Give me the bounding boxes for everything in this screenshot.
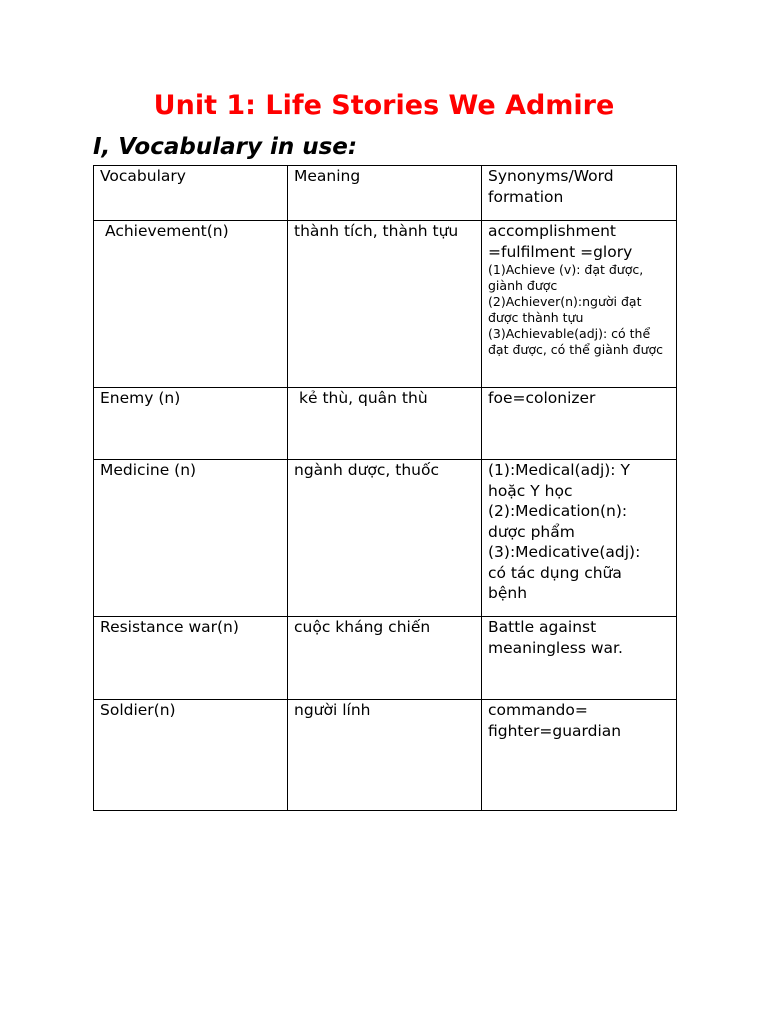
synonyms-text: (3):Medicative(adj): xyxy=(488,543,641,561)
meaning-text: kẻ thù, quân thù xyxy=(299,389,428,407)
meaning-cell xyxy=(288,221,482,388)
page-title: Unit 1: Life Stories We Admire xyxy=(153,90,615,121)
synonyms-text: (1):Medical(adj): Y xyxy=(488,461,630,479)
header-meaning: Meaning xyxy=(294,167,361,185)
meaning-text: người lính xyxy=(294,701,371,719)
meaning-cell xyxy=(288,617,482,700)
word-formation-text: (3)Achievable(adj): có thể xyxy=(488,326,651,341)
synonyms-text: meaningless war. xyxy=(488,638,623,657)
synonyms-text: fighter=guardian xyxy=(488,721,622,740)
vocabulary-word: Medicine (n) xyxy=(100,461,197,479)
header-synonyms-line-1: Synonyms/Word xyxy=(488,167,614,185)
word-formation-text: đạt được, có thể giành được xyxy=(488,342,664,357)
header-vocabulary: Vocabulary xyxy=(100,167,186,185)
section-heading: I, Vocabulary in use: xyxy=(93,134,358,160)
vocabulary-table xyxy=(93,165,677,811)
word-formation-text: được thành tựu xyxy=(488,310,584,325)
synonyms-text: Battle against xyxy=(488,618,597,636)
table-row xyxy=(94,221,677,388)
vocabulary-word: Enemy (n) xyxy=(100,389,181,407)
word-formation-text: (1)Achieve (v): đạt được, xyxy=(488,262,644,277)
synonyms-cell xyxy=(482,221,677,388)
header-synonyms-line-2: formation xyxy=(488,187,564,206)
word-cell xyxy=(94,460,288,617)
synonyms-text: commando= xyxy=(488,701,588,719)
table-header-row xyxy=(94,166,677,221)
word-cell xyxy=(94,617,288,700)
word-cell xyxy=(94,221,288,388)
synonyms-cell xyxy=(482,700,677,811)
synonyms-text: foe=colonizer xyxy=(488,389,596,407)
meaning-cell xyxy=(288,388,482,460)
synonyms-text: =fulfilment =glory xyxy=(488,242,633,261)
header-cell-synonyms xyxy=(482,166,677,221)
synonyms-text: có tác dụng chữa xyxy=(488,563,622,582)
vocabulary-word: Soldier(n) xyxy=(100,701,176,719)
word-cell xyxy=(94,700,288,811)
table-row xyxy=(94,460,677,617)
header-cell-vocabulary xyxy=(94,166,288,221)
table-row xyxy=(94,388,677,460)
meaning-text: thành tích, thành tựu xyxy=(294,222,459,240)
vocabulary-word: Achievement(n) xyxy=(105,222,229,240)
vocabulary-word: Resistance war(n) xyxy=(100,618,239,636)
word-formation-text: giành được xyxy=(488,278,558,293)
meaning-cell xyxy=(288,460,482,617)
meaning-text: ngành dược, thuốc xyxy=(294,461,439,479)
meaning-cell xyxy=(288,700,482,811)
synonyms-text: dược phẩm xyxy=(488,522,575,541)
header-cell-meaning xyxy=(288,166,482,221)
synonyms-text: bệnh xyxy=(488,584,528,602)
synonyms-cell xyxy=(482,460,677,617)
synonyms-text: hoặc Y học xyxy=(488,481,573,500)
synonyms-cell xyxy=(482,388,677,460)
synonyms-text: (2):Medication(n): xyxy=(488,502,628,520)
table-row xyxy=(94,617,677,700)
word-formation-text: (2)Achiever(n):người đạt xyxy=(488,294,642,309)
table-row xyxy=(94,700,677,811)
meaning-text: cuộc kháng chiến xyxy=(294,618,431,636)
word-cell xyxy=(94,388,288,460)
synonyms-cell xyxy=(482,617,677,700)
synonyms-text: accomplishment xyxy=(488,222,617,240)
